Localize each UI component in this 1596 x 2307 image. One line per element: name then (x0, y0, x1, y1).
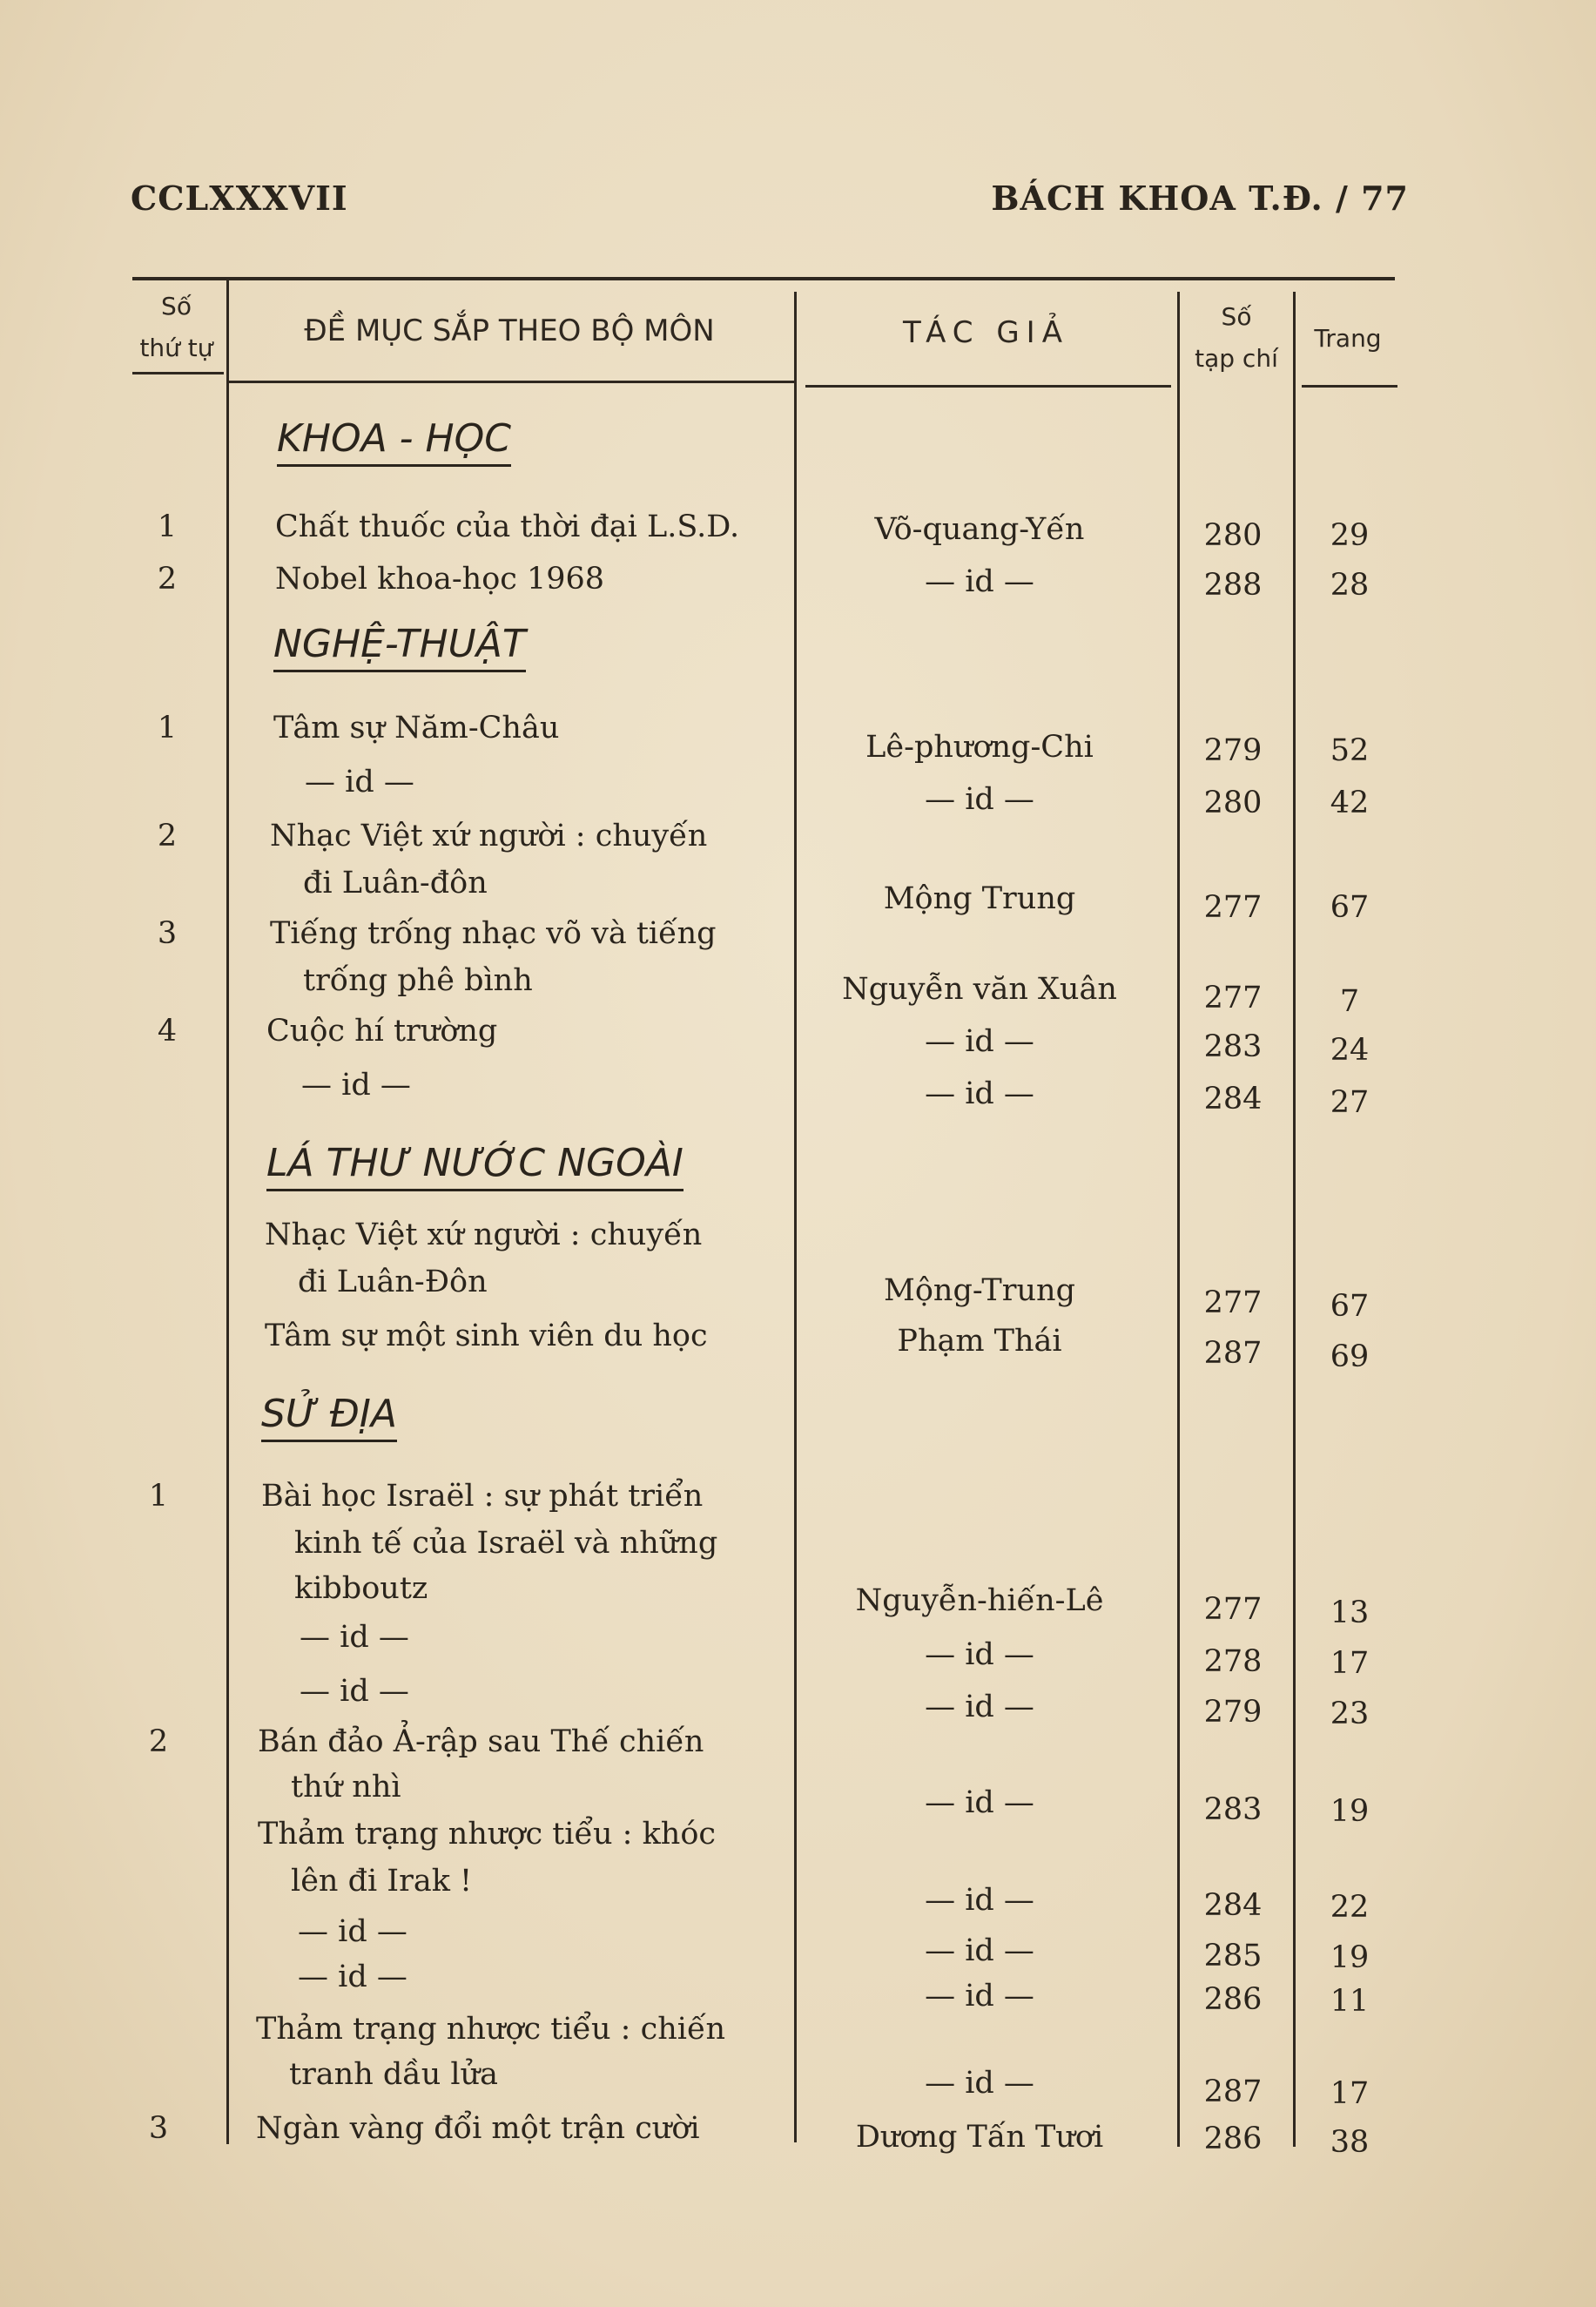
entry-title: Tâm sự Năm-Châu (273, 711, 560, 745)
entry-issue-number: 284 (1203, 1082, 1263, 1116)
entry-title: — id — (301, 1068, 411, 1103)
entry-title: đi Luân-Đôn (298, 1265, 488, 1299)
entry-author: — id — (925, 782, 1034, 817)
section-heading (261, 1392, 397, 1442)
row-number: 1 (157, 711, 178, 745)
entry-author: Phạm Thái (897, 1324, 1062, 1359)
entry-title: Ngàn vàng đổi một trận cười (256, 2111, 700, 2146)
entry-issue-number: 286 (1203, 2121, 1263, 2156)
header-bottom-rule (228, 381, 794, 383)
entry-page-number: 28 (1330, 568, 1370, 603)
col-header-line: Số (1221, 302, 1252, 331)
entry-title: Bài học Israël : sự phát triển (261, 1479, 704, 1514)
entry-title: Thảm trạng nhược tiểu : chiến (256, 2012, 726, 2047)
entry-author: — id — (925, 1979, 1034, 2014)
page-header-right: BÁCH KHOA T.Đ. / 77 (991, 179, 1409, 218)
col-header-line: tạp chí (1195, 344, 1278, 373)
section-title: SỬ ĐỊA (261, 1392, 397, 1436)
entry-page-number: 11 (1330, 1984, 1370, 2019)
header-bottom-rule (805, 385, 1171, 388)
table-top-rule (132, 277, 1395, 280)
section-heading (266, 1141, 684, 1191)
entry-author: — id — (925, 1690, 1034, 1724)
entry-issue-number: 286 (1203, 1982, 1263, 2017)
entry-author: — id — (925, 1883, 1034, 1918)
entry-author: — id — (925, 1076, 1034, 1111)
entry-title: — id — (305, 765, 414, 799)
entry-title: Tâm sự một sinh viên du học (265, 1319, 708, 1353)
entry-title: Tiếng trống nhạc võ và tiếng (270, 916, 717, 951)
entry-issue-number: 277 (1203, 981, 1263, 1015)
entry-issue-number: 280 (1203, 518, 1263, 553)
entry-page-number: 52 (1330, 733, 1370, 768)
entry-author: Nguyễn-hiến-Lê (855, 1583, 1104, 1618)
row-number: 3 (157, 916, 178, 951)
entry-page-number: 27 (1330, 1085, 1370, 1120)
entry-issue-number: 277 (1203, 890, 1263, 925)
entry-title: Nobel khoa-học 1968 (275, 562, 605, 597)
row-number: 2 (157, 819, 178, 853)
entry-title: kinh tế của Israël và những (294, 1526, 718, 1561)
entry-title: trống phê bình (303, 963, 533, 998)
col-header-line: Số (161, 292, 192, 320)
entry-page-number: 13 (1330, 1595, 1370, 1630)
entry-page-number: 38 (1330, 2125, 1370, 2160)
entry-title: Nhạc Việt xứ người : chuyến (270, 819, 708, 853)
header-bottom-rule (1302, 385, 1397, 388)
section-underline (273, 670, 526, 672)
entry-title: — id — (298, 1914, 407, 1949)
header-bottom-rule (132, 372, 224, 374)
entry-issue-number: 279 (1203, 733, 1263, 768)
entry-page-number: 7 (1339, 984, 1360, 1019)
col-header-so-thu-tu (126, 286, 226, 369)
entry-title: đi Luân-đôn (303, 866, 488, 901)
entry-title: tranh dầu lửa (289, 2057, 498, 2092)
col-header-tac-gia: TÁC GIẢ (903, 315, 1069, 350)
entry-author: Võ-quang-Yến (874, 512, 1085, 547)
col-header-de-muc: ĐỀ MỤC SẮP THEO BỘ MÔN (304, 314, 715, 348)
entry-page-number: 17 (1330, 2076, 1370, 2111)
col-header-line: thứ tự (139, 334, 213, 362)
entry-issue-number: 277 (1203, 1592, 1263, 1627)
row-number: 2 (148, 1724, 169, 1759)
entry-page-number: 29 (1330, 518, 1370, 553)
entry-title: Bán đảo Ả-rập sau Thế chiến (258, 1724, 704, 1759)
section-title: LÁ THƯ NƯỚC NGOÀI (266, 1141, 684, 1185)
row-number: 3 (148, 2111, 169, 2146)
row-number: 2 (157, 562, 178, 597)
entry-page-number: 17 (1330, 1646, 1370, 1681)
row-number: 1 (148, 1479, 169, 1514)
entry-author: — id — (925, 1785, 1034, 1820)
entry-issue-number: 283 (1203, 1792, 1263, 1827)
section-underline (277, 464, 511, 467)
entry-author: — id — (925, 2066, 1034, 2101)
section-underline (266, 1189, 684, 1191)
section-underline (261, 1440, 397, 1442)
entry-issue-number: 280 (1203, 786, 1263, 820)
entry-title: Thảm trạng nhược tiểu : khóc (258, 1817, 717, 1852)
entry-title: Cuộc hí trường (266, 1014, 498, 1049)
section-heading (273, 622, 526, 672)
entry-author: — id — (925, 1024, 1034, 1059)
entry-issue-number: 278 (1203, 1644, 1263, 1679)
page-header-left: CCLXXXVII (131, 179, 348, 218)
entry-author: — id — (925, 1933, 1034, 1968)
entry-issue-number: 287 (1203, 2074, 1263, 2109)
entry-page-number: 67 (1330, 1289, 1370, 1324)
entry-author: Lê-phương-Chi (865, 730, 1094, 765)
row-number: 4 (157, 1014, 178, 1049)
entry-author: Nguyễn văn Xuân (842, 972, 1117, 1007)
entry-issue-number: 283 (1203, 1029, 1263, 1064)
entry-title: kibboutz (294, 1571, 428, 1606)
entry-page-number: 23 (1330, 1697, 1370, 1731)
entry-page-number: 42 (1330, 786, 1370, 820)
entry-title: — id — (300, 1620, 409, 1655)
entry-page-number: 19 (1330, 1794, 1370, 1829)
entry-page-number: 22 (1330, 1890, 1370, 1925)
entry-title: — id — (300, 1674, 409, 1709)
entry-author: Mộng Trung (883, 881, 1076, 916)
entry-author: Dương Tấn Tươi (855, 2120, 1104, 2155)
entry-title: lên đi Irak ! (291, 1864, 473, 1899)
entry-title: thứ nhì (291, 1770, 401, 1804)
entry-issue-number: 279 (1203, 1695, 1263, 1730)
entry-title: Nhạc Việt xứ người : chuyến (265, 1218, 703, 1252)
col-header-trang: Trang (1314, 324, 1382, 353)
entry-issue-number: 287 (1203, 1336, 1263, 1371)
entry-page-number: 69 (1330, 1339, 1370, 1374)
entry-title: Chất thuốc của thời đại L.S.D. (275, 509, 740, 544)
column-divider (226, 280, 229, 2144)
column-divider (1293, 292, 1296, 2147)
entry-issue-number: 277 (1203, 1285, 1263, 1320)
entry-author: — id — (925, 1637, 1034, 1672)
entry-issue-number: 285 (1203, 1939, 1263, 1973)
section-title: KHOA - HỌC (277, 416, 511, 461)
entry-page-number: 67 (1330, 890, 1370, 925)
entry-page-number: 19 (1330, 1940, 1370, 1975)
entry-issue-number: 284 (1203, 1888, 1263, 1923)
entry-page-number: 24 (1330, 1033, 1370, 1068)
section-title: NGHỆ-THUẬT (273, 622, 526, 666)
entry-author: Mộng-Trung (884, 1273, 1075, 1308)
entry-author: — id — (925, 564, 1034, 599)
entry-title: — id — (298, 1960, 407, 1994)
section-heading (277, 416, 511, 467)
entry-issue-number: 288 (1203, 568, 1263, 603)
col-header-so-tap-chi (1180, 296, 1293, 380)
row-number: 1 (157, 509, 178, 544)
column-divider (1177, 292, 1180, 2147)
